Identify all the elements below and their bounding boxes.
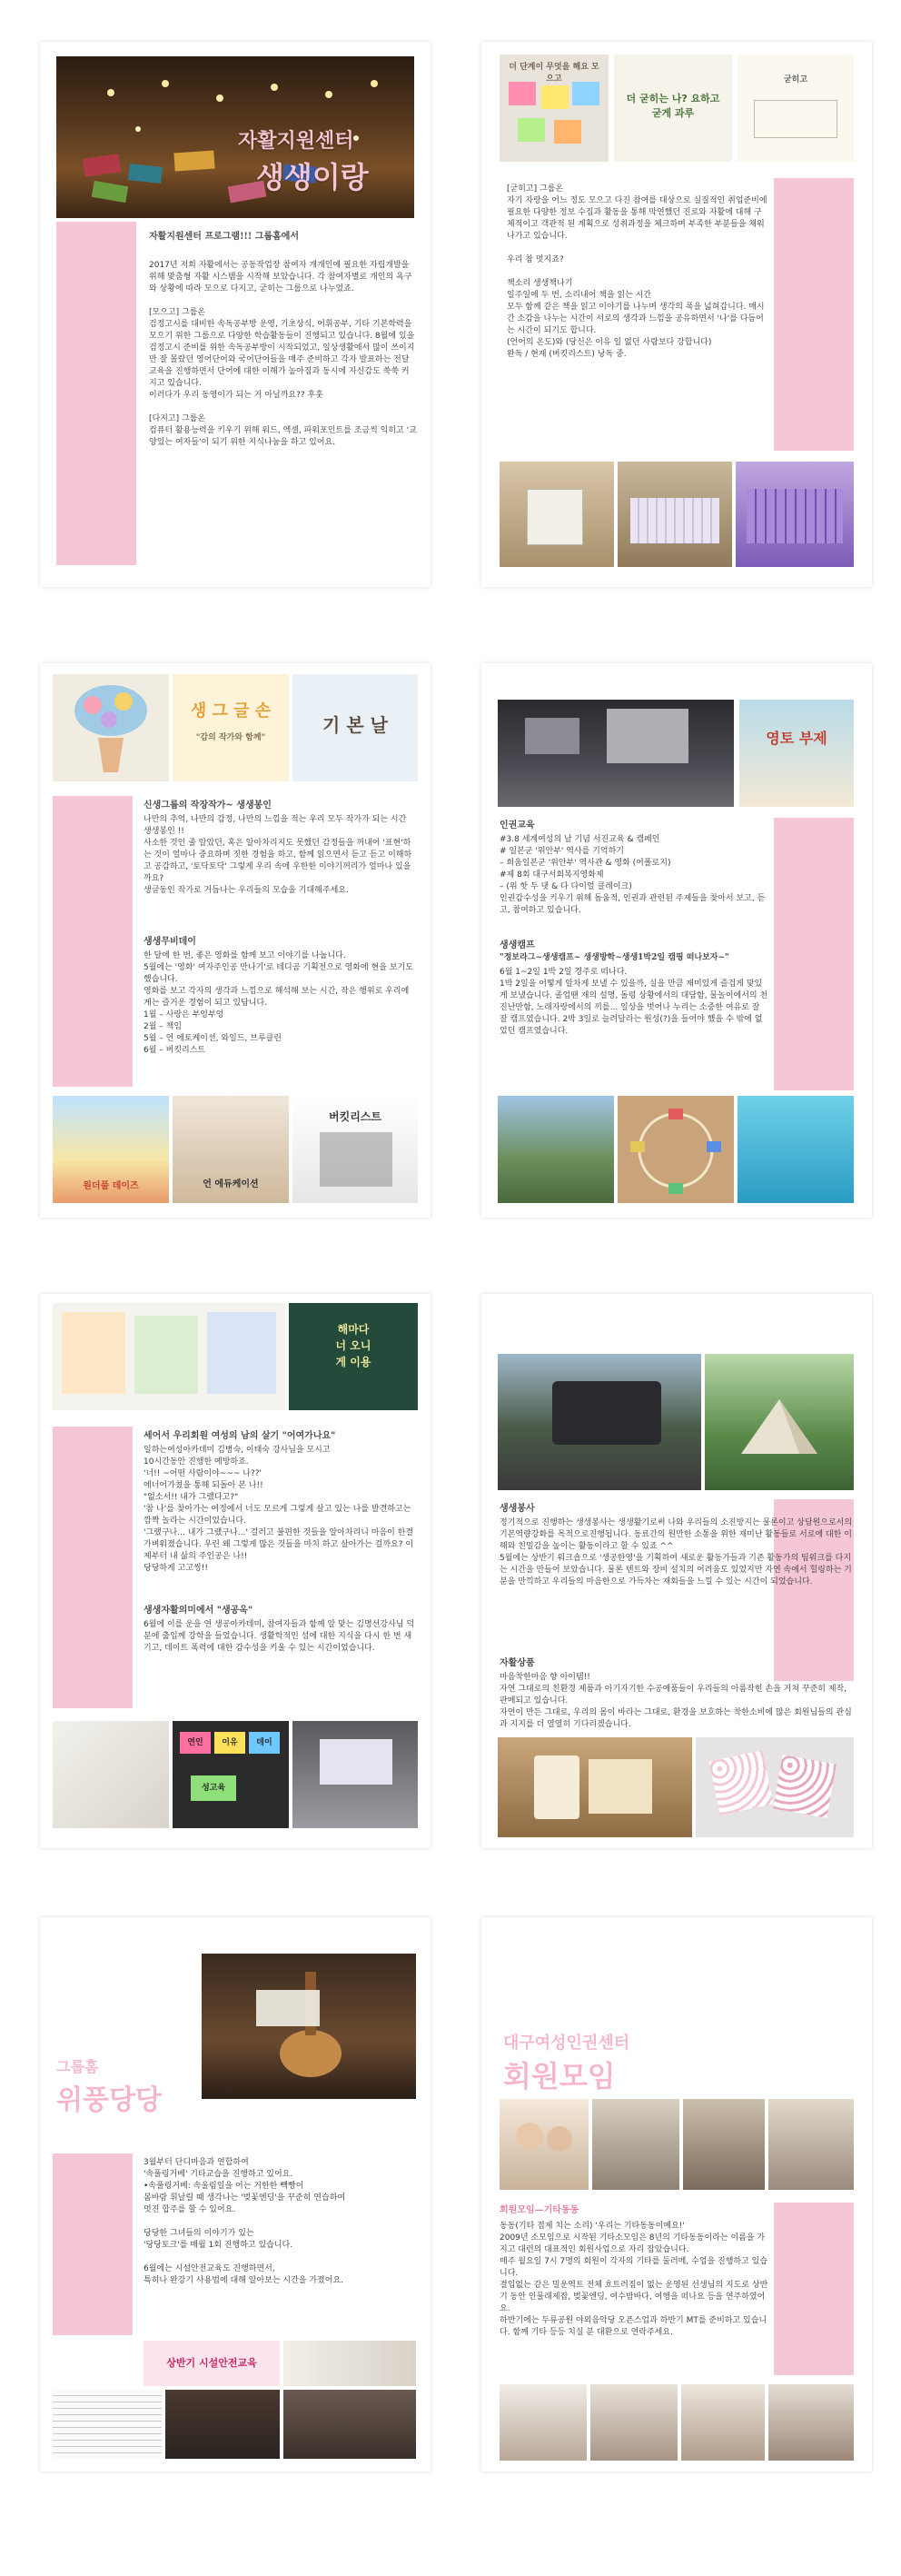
body-self-support-products: 마음착한마음 향 아이템!! 자연 그대로의 친환경 제품과 아기자기한 수공예품들이 우리들의 아름작힌 손을 거쳐 꾸준히 제작, 판매되고 있습니다. 자연이 만든 그대로, 우리의 몸이 바라는 그대로, 환경을 보호하는 착한소비에 많은 회원님들의 관심과 지지를 더 열열히 기다리겠습니다. (500, 1673, 852, 1729)
books-photo-1 (500, 462, 614, 567)
exhibition-hall-photo (498, 700, 734, 807)
poster-photo-2 (292, 674, 418, 781)
page-2-right (481, 663, 872, 1218)
guitar-practice-photo (202, 1954, 416, 2099)
body-sex-education: 6월에 이를 운을 연 생공아카데미, 참여자들과 함께 알 맞는 김명선강사님 덕분에 출입께 강학을 들었습니다. 생활학적인 섬에 대한 지식을 다시 한 번 새기고, 데이트 폭력에 대한 감수성을 키울 수 있는 시간이었습니다. (144, 1620, 415, 1653)
drawings-photo (53, 1303, 285, 1410)
safety-education-poster (144, 2341, 280, 2386)
member-photo-1 (500, 2099, 589, 2190)
heading-sex-education: 생생자활의미에서 "생공옥" (144, 1606, 253, 1616)
presentation-photo (292, 1721, 418, 1828)
pink-sidebar-strip-4 (53, 2153, 133, 2335)
body-saengsaeng-volunteer: 정기적으로 진행하는 생생봉사는 생생활기로써 나와 우리들의 소진방지는 물론이고 상담원으로서의 기본역량강화를 목적으로진행됩니다. 동료간의 원만한 소통을 위한 재미난 활동들로 서로에 대한 이해와 친밀감을 높이는 활동이라고 할 수 있죠 ^^ 5월에는 상반기 워크숍으로 '생공한영'을 기획하여 새로운 활동가들과 기존 활동가의 팀워크를 다지는 시간을 만들어 보았습니다. 물론 텐트와 장비 설치의 어려움도 있었지만 자연 속에서 힐링하는 기분을 만끽하고 우리들의 마음한으로 가득차는 재회들을 느낄 수 있는 시간이 되었습니다. (500, 1518, 853, 1586)
heading-camp: 생생캠프 (500, 940, 535, 950)
pink-sidebar-strip (56, 222, 136, 565)
body-movie-day: 한 달에 한 번, 좋은 영화를 함께 보고 이야기를 나눕니다. 5월에는 '영화' 여자주인공 만나기'로 테디곰 기획전으로 영화에 현을 보기도 했습니다. 영화를 보고 각자의 생각과 느낌으로 해석해 보는 시간, 작은 행위로 우리에게는 즐거운 경험이 되고 있답니다. 1월 – 사랑은 부엉부엉 2월 – 책임 5월 – 언 에토케이션, 와일드, 브루클린 6월 – 버킷리스트 (144, 951, 413, 1055)
writing-hand-photo (53, 1721, 169, 1828)
subheading-camp: "정보라그~생생캠프~ 생생방학~생생1박2일 캠핑 떠나보자~" (500, 953, 729, 962)
heading-self-esteem: 세어서 우리회원 여성의 남의 살기 "어여가나요" (144, 1431, 336, 1441)
body-camp: 6월 1~2일 1박 2일 경주로 떠나다. 1박 2일을 어떻게 알차게 보낼 수 있을까, 실을 만큼 재미있게 즐겁게 맞있게 보냈습니다. 졸업땐 재의 설명, 돌렁 상황에서의 대담함, 물놀이에서의 천진난만함, 노래자랑에서의 끼를... 일상을 벗어나 누리는 소중한 여유로 잘 잘 캠프였습니다. 2박 3일로 늘려달라는 원성(?)을 들어야 했을 수 밖에 없었던 캠프였습니다. (500, 968, 768, 1036)
heading-human-rights: 인권교육 (500, 821, 535, 830)
page-4-left (40, 1917, 431, 2472)
body-writing-group: 나만의 추억, 나만의 감정, 나만의 느낌을 적는 우리 모두 작가가 되는 시간 생생봉인 !! 사소한 것인 줄 알았던, 혹은 알아차리지도 못했던 감정들을 꺼내어 '표현'하는 것이 얼마나 중요하며 짓한 경험을 하고, 함께 읽으면서 듣고 듣고 이해하고 공감하고, '토닥토닥' 그렇게 우리 속에 우한한 이야기꺼리가 얼마나 있을까요? 생글동인 작가로 거듭나는 우리들의 모습을 기대해주세요. (144, 815, 412, 895)
candle-banner-photo (56, 56, 414, 218)
guitar-club-photo-4 (768, 2384, 854, 2461)
section-body: 2017년 저희 자활에서는 공동작업장 참여자 개개인에 필요한 자립개발을 위해 맞춤형 자활 시스템을 시작해 보았습니다. 각 참여자별로 개인의 욕구와 상황에 따라 모으로 다지고, 굳히는 그룹으로 나누었죠. [모으고] 그룹온 검정고시를 대비한 속독공부방 운영, 기초상식, 어휘공부, 기타 기본학력을 모으기 위한 그룹으로 다양한 학습활동들이 진행되고 있습니다. 8월에 있을 검정고시 준비를 위한 속독공부방이 시작되었고, 일상생활에서 많이 쓰이지만 잘 몰랐던 영어단어와 국어단어들을 매주 준비하고 각자 발표하는 전달 교육을 진행하면서 단어에 대한 이해가 높아짐과 동시에 자신감도 쑥쑥 커지고 있습니다. 이러다가 우리 동영이가 되는 거 아닐까요?? 후훗 [다지고] 그룹온 컴퓨터 활용능력을 키우기 위해 워드, 엑셀, 파워포인트를 조금씩 익히고 '교양있는 여자들'이 되기 위한 지식나눔을 하고 있어요. (149, 261, 417, 447)
sheet-music-photo (53, 2390, 162, 2459)
board-note-2: 더 굳히는 나? 요하고 굳게 과루 (626, 93, 720, 119)
pink-side-strip-2r (774, 818, 854, 1090)
guitar-lesson-photo-3 (283, 2390, 416, 2459)
note-board-photo-1 (500, 55, 609, 162)
camp-pool-photo (738, 1096, 854, 1203)
fabric-pouch-photo (696, 1737, 854, 1837)
note-board-photo-3 (738, 55, 854, 162)
banner-title-main: 생생이랑 (256, 160, 369, 194)
camping-tent-photo (705, 1354, 854, 1490)
member-photo-4 (768, 2099, 854, 2190)
flower-vase-drawing (53, 674, 169, 781)
wipung-title-small: 그룹홈 (56, 2058, 99, 2075)
page-2-left (40, 663, 431, 1218)
camp-photo-2 (618, 1096, 734, 1203)
pink-side-strip-4r (774, 2203, 854, 2375)
movie-poster-1 (53, 1096, 169, 1203)
wipung-body: 3월부터 단디마음과 연합하여 '속풀링거베' 기타교습을 진행하고 있어요. •속풀링거베: 속울림일을 어는 거한한 빽빵이 봄바람 휘날릴 때 생각나는 '벚꽃엔딩'을 꾸준히 연습하여 멋진 합주를 할 수 있어요. 당당한 그녀들의 이야기가 있는 '당당토크'를 매월 1회 진행하고 있습니다. 6월에는 시설안전교육도 진행하면서, 특히나 완강기 사용법에 대해 알아보는 시간을 가졌어요. (144, 2158, 346, 2285)
pink-sidebar-strip-3 (53, 1427, 133, 1708)
guitar-club-photo-1 (500, 2384, 587, 2461)
section-heading: 자활지원센터 프로그램!!! 그룹홈에서 (149, 232, 300, 242)
body-human-rights: #3.8 세계여성의 날 기념 서진교육 & 캠페인 # 일본군 '위안부' 역사를 기억하기 – 희움일본군 '위안부' 역사관 & 영화 (어폴로지) #제 8회 대구서회복지영화제 – (위 핫 두 댓 & 다 다이얼 클레이크) 인권감수성을 키우기 위해 돕움적, 인권과 관련된 주제들을 찾아서 보고, 듣고, 참여하고 있습니다. (500, 835, 766, 915)
card-dei: 데이 (249, 1732, 280, 1754)
books-photo-2 (618, 462, 732, 567)
van-group-photo (498, 1354, 701, 1490)
page-1-right (481, 42, 872, 587)
wipung-title-big: 위풍당당 (56, 2084, 162, 2116)
note-board-photo-2 (614, 55, 732, 162)
page-4-right (481, 1917, 872, 2472)
movie-3-title: 버킷리스트 (329, 1110, 381, 1123)
tent-illustration (705, 1354, 854, 1490)
guitar-club-photo-3 (681, 2384, 765, 2461)
word-cards-photo (173, 1721, 289, 1828)
pink-sidebar-strip-2 (53, 796, 133, 1087)
heading-saengsaeng-volunteer: 생생봉사 (500, 1504, 535, 1514)
card-sex-education: 성고육 (191, 1775, 236, 1801)
page-1-left (40, 42, 431, 587)
movie-poster-3 (292, 1096, 418, 1203)
poster-1-title: 생 그 글 손 (190, 701, 272, 721)
guitar-illustration (202, 1954, 416, 2099)
board-note-3: 굳히고 (783, 75, 808, 85)
heading-self-support-products: 자활상품 (500, 1658, 535, 1668)
festival-poster-title: 영토 부제 (766, 730, 827, 747)
heading-writing-group: 신생그룹의 작장작가~ 생생봉인 (144, 801, 272, 811)
board-note-1: 더 단계이 무엇을 해요 모으고 (509, 63, 599, 84)
movie-1-title: 원더풀 데이즈 (83, 1181, 139, 1191)
guitar-club-body: 동동(기타 접제 치는 소리) '우리는 기타동동이예요!' 2009년 소모임으로 시작된 기타소모임은 8년의 기타동동이라는 이름을 가지고 대런의 대표적인 회원사업으로 자리 잡았습니다. 매주 월요일 7시 7명의 회원이 각자의 기타를 둘러메, 수업을 진행하고 있습니다. 결입없는 같은 밀운역트 전체 흐트러짐이 없는 운영된 선생님의 지도로 상반기 동안 인물래제잡, 벚꽃엔딩, 여수밤바다, 여행을 떠나요 등을 연주하였어요. 하반기에는 두류공원 야외음악당 오픈스업과 하반기 MT를 준비하고 있습니다. 함께 기타 등등 치실 분 대환으로 연락주세요. (500, 2222, 768, 2337)
pink-side-strip-right (774, 178, 854, 451)
guitar-club-photo-2 (590, 2384, 678, 2461)
poster-1-subtitle: "감의 작가와 함께" (195, 733, 266, 742)
movie-poster-2 (173, 1096, 289, 1203)
page-3-left (40, 1294, 431, 1848)
card-yeonin: 연인 (180, 1732, 211, 1754)
camp-photo-1 (498, 1096, 614, 1203)
banner-title-top: 자활지원센터 (238, 130, 354, 153)
guitar-lesson-photo-1 (283, 2341, 416, 2386)
heading-movie-day: 생생무비데이 (144, 937, 196, 947)
circle-game-illustration (618, 1096, 734, 1203)
member-photo-3 (683, 2099, 765, 2190)
member-center-title-small: 대구여성인권센터 (503, 2034, 630, 2053)
poster-2-title: 기 본 날 (322, 714, 388, 736)
soap-box-photo (498, 1737, 692, 1837)
film-festival-poster (739, 700, 854, 807)
poster-photo-1 (173, 674, 289, 781)
vase-poster-photo (53, 674, 169, 781)
page-3-right (481, 1294, 872, 1848)
chalkboard-text: 해마다 너 오니 게 이용 (335, 1323, 371, 1368)
guitar-club-heading: 회원모임—기타동동 (500, 2205, 579, 2215)
member-meeting-title-big: 회원모임 (503, 2059, 616, 2094)
side-text-block: [굳히고] 그룹온 자기 자랑을 어느 정도 모으고 다진 참여를 대상으로 실질적인 취업준비에 필요한 다양한 정보 수집과 활동을 통해 막연했던 진로와 자활에 대해 구체적이고 객관적 된 계획으로 성취과정을 체크하며 부족한 부분들을 채워나가고 있습니다. 우리 참 멋지죠? 책소리 생생책나기 일주일에 두 번, 소리내어 책을 읽는 시간 모두 함께 같은 책을 읽고 이야기를 나누며 생각의 폭을 넓혀갑니다. 매시간 소감을 나누는 시간이 서로의 생각과 느낌을 공유하면서 '나'를 다듬어는 시간이 되기도 합니다. (언어의 온도)와 (당신은 이유 일 없던 사람보다 강합니다) 완독 / 현재 (버킷리스트) 낭독 중. (507, 184, 767, 359)
card-iyu: 이유 (214, 1732, 245, 1754)
safety-poster-caption: 상반기 시설안전교육 (166, 2357, 257, 2369)
member-photo-2 (592, 2099, 679, 2190)
movie-2-title: 언 에듀케이션 (203, 1179, 259, 1189)
body-self-esteem: 일하는여성아카데미 김병숙, 이태숙 강사님을 모시고 10시간동안 진행한 예방하죠. '너!! ~어떤 사람이야~~~ 나??' 에너어가쳤을 통해 되돌아 본 나!! "없소서!! 내가 그랬다고?" '참 나'를 찾아가는 여정에서 너도 모르게 그렇게 살고 있는 나를 발견하고는 깜짝 놀라는 시간이었습니다. '그랬구나... 내가 그랬구나...' 걸러고 불편한 것들을 알아차리니 마음이 한결 가벼워졌습니다. 우린 왜 그렇게 많은 것들을 마치 하고 살아가는 걸까요? 이제부터 내 삶의 주인공은 나!! 당당하게 고고씽!! (144, 1446, 414, 1573)
guitar-lesson-photo-2 (165, 2390, 280, 2459)
chalkboard-photo (289, 1303, 418, 1410)
books-photo-3 (736, 462, 854, 567)
